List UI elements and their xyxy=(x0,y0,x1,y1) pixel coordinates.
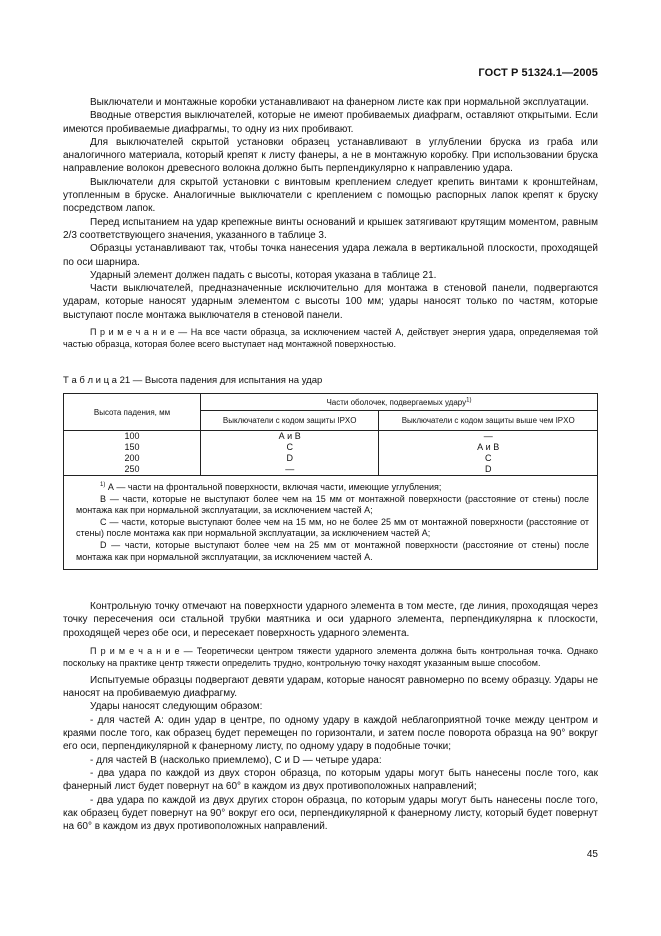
paragraph: Для выключателей скрытой установки образец устанавливают в углублении бруска из граба или аналогичного материала, который крепят к листу фанеры, а не в монтажную коробку. При использовании бруска направление волокон древесного волокна должно быть перпендикулярно к направлению удара. xyxy=(63,136,598,175)
list-item: - два удара по каждой из двух других сторон образца, по которым удары могут быть нанесены после того, как образец будет повернут на 90° вокруг его оси, перпендикулярной к фанерному листу, который будет повернут на 60° в каждом из двух противоположных направлений. xyxy=(63,794,598,833)
list-item: - для частей А: один удар в центре, по одному удару в каждой неблагоприятной точке между центром и краями после того, как образец будет перемещен по горизонтали, и затем после поворота образца на 90° вокруг его оси, перпендикулярной к фанерному листу, по одному удару в подобные точки; xyxy=(63,714,598,753)
table-footnotes xyxy=(64,476,598,570)
column-header-above-ipx0: Выключатели с кодом защиты выше чем IPXO xyxy=(379,411,598,431)
table-cell: — xyxy=(483,431,493,441)
note xyxy=(63,326,598,350)
table-body xyxy=(64,431,598,476)
paragraph: Образцы устанавливают так, чтобы точка нанесения удара лежала в вертикальной плоскости, проходящей по оси шарнира. xyxy=(63,243,598,268)
impact-height-table xyxy=(63,393,598,570)
paragraph: Выключатели и монтажные коробки устанавливают на фанерном листе как при нормальной эксплуатации. xyxy=(90,97,589,108)
table-cell: 250 xyxy=(124,464,140,474)
table-caption: Т а б л и ц а 21 — Высота падения для испытания на удар xyxy=(63,375,323,386)
document-header: ГОСТ Р 51324.1—2005 xyxy=(478,67,598,79)
footnote xyxy=(76,482,589,494)
column-header-ipx0: Выключатели с кодом защиты IPXO xyxy=(201,411,379,431)
list-item: - для частей В (насколько приемлемо), С и D — четыре удара: xyxy=(90,754,382,766)
table-cell: 200 xyxy=(124,453,140,463)
table-cell: D xyxy=(286,453,293,463)
bottom-text-block xyxy=(63,600,598,833)
table-cell: 150 xyxy=(124,442,140,452)
paragraph: Перед испытанием на удар крепежные винты оснований и крышек затягивают крутящим моментом, равным 2/3 соответствующего значения, указанного в таблице 3. xyxy=(63,216,598,241)
table-cell: А и В xyxy=(477,442,500,452)
note xyxy=(63,645,598,669)
table-cell: D xyxy=(484,464,492,474)
paragraph: Удары наносят следующим образом: xyxy=(90,701,263,713)
note-text: — На все части образца, за исключением частей А, действует энергия удара, определяемая той частью образца, которая более всего выступает над монтажной поверхностью. xyxy=(63,327,598,350)
note-label: П р и м е ч а н и е xyxy=(90,645,180,656)
paragraph: Вводные отверстия выключателей, которые не имеют пробиваемых диафрагм, оставляют открытыми. Если имеются пробиваемые диафрагмы, то одну из них пробивают. xyxy=(63,110,598,135)
ipx0-values xyxy=(201,431,379,476)
paragraph: Выключатели для скрытой установки с винтовым креплением следует крепить винтами к кронштейнам, утопленным в бруске. Аналогичные выключатели с креплением с помощью распорных лапок крепят к бруску посредством лапок. xyxy=(63,176,598,215)
footnote: D — части, которые выступают более чем на 25 мм от монтажной поверхности (расстояние от стены) после монтажа как при нормальной эксплуатации, за исключением частей А. xyxy=(76,539,589,562)
column-header-height: Высота падения, мм xyxy=(64,394,201,431)
top-text-block xyxy=(63,96,598,350)
footnote-marker: 1) xyxy=(100,482,106,488)
table-cell: — xyxy=(285,464,295,474)
list-item: - два удара по каждой из двух сторон образца, по которым удары могут быть нанесены после того, как фанерный лист будет повернут на 60° в каждом из двух противоположных направлений; xyxy=(63,767,598,793)
note-label: П р и м е ч а н и е xyxy=(90,327,175,338)
note-text: — Теоретически центром тяжести ударного элемента должна быть контрольная точка. Однако поскольку на практике центр тяжести определить трудно, контрольную точку находят указанным выше способом. xyxy=(63,645,598,668)
table-cell: С xyxy=(286,442,293,452)
footnote-marker: 1) xyxy=(466,397,472,404)
column-header-parts xyxy=(201,394,598,411)
table-cell: А и В xyxy=(278,431,301,441)
paragraph: Ударный элемент должен падать с высоты, которая указана в таблице 21. xyxy=(90,269,437,281)
column-header-parts-text: Части оболочек, подвергаемых удару xyxy=(326,397,467,407)
paragraph: Контрольную точку отмечают на поверхности ударного элемента в том месте, где линия, проходящая через точку пересечения оси стальной трубки маятника и оси ударного элемента, перпендикулярна к плоскости, проходящей через обе оси, и пересекает поверхность ударного элемента. xyxy=(63,601,598,639)
above-ipx0-values xyxy=(379,431,598,476)
table-cell: 100 xyxy=(124,431,140,441)
footnote: В — части, которые не выступают более чем на 15 мм от монтажной поверхности (расстояние от стены) после монтажа как при нормальной эксплуатации, за исключением частей А; xyxy=(76,493,589,516)
page-number: 45 xyxy=(586,849,598,860)
footnote: С — части, которые выступают более чем на 15 мм, но не более 25 мм от монтажной поверхности (расстояние от стены) после монтажа как при нормальной эксплуатации, за исключением частей А; xyxy=(76,516,589,539)
paragraph: Испытуемые образцы подвергают девяти ударам, которые наносят равномерно по всему образцу. Удары не наносят на пробиваемую диафрагму. xyxy=(63,674,598,700)
paragraph: Части выключателей, предназначенные исключительно для монтажа в стеновой панели, подвергаются ударам, которые наносят ударным элементом с высоты 100 мм; удары наносят только по частям, которые выступают после монтажа выключателя в стеновой панели. xyxy=(63,283,598,321)
height-values xyxy=(64,431,201,476)
table-cell: С xyxy=(484,453,492,463)
footnote-text: А — части на фронтальной поверхности, включая части, имеющие углубления; xyxy=(105,482,442,492)
